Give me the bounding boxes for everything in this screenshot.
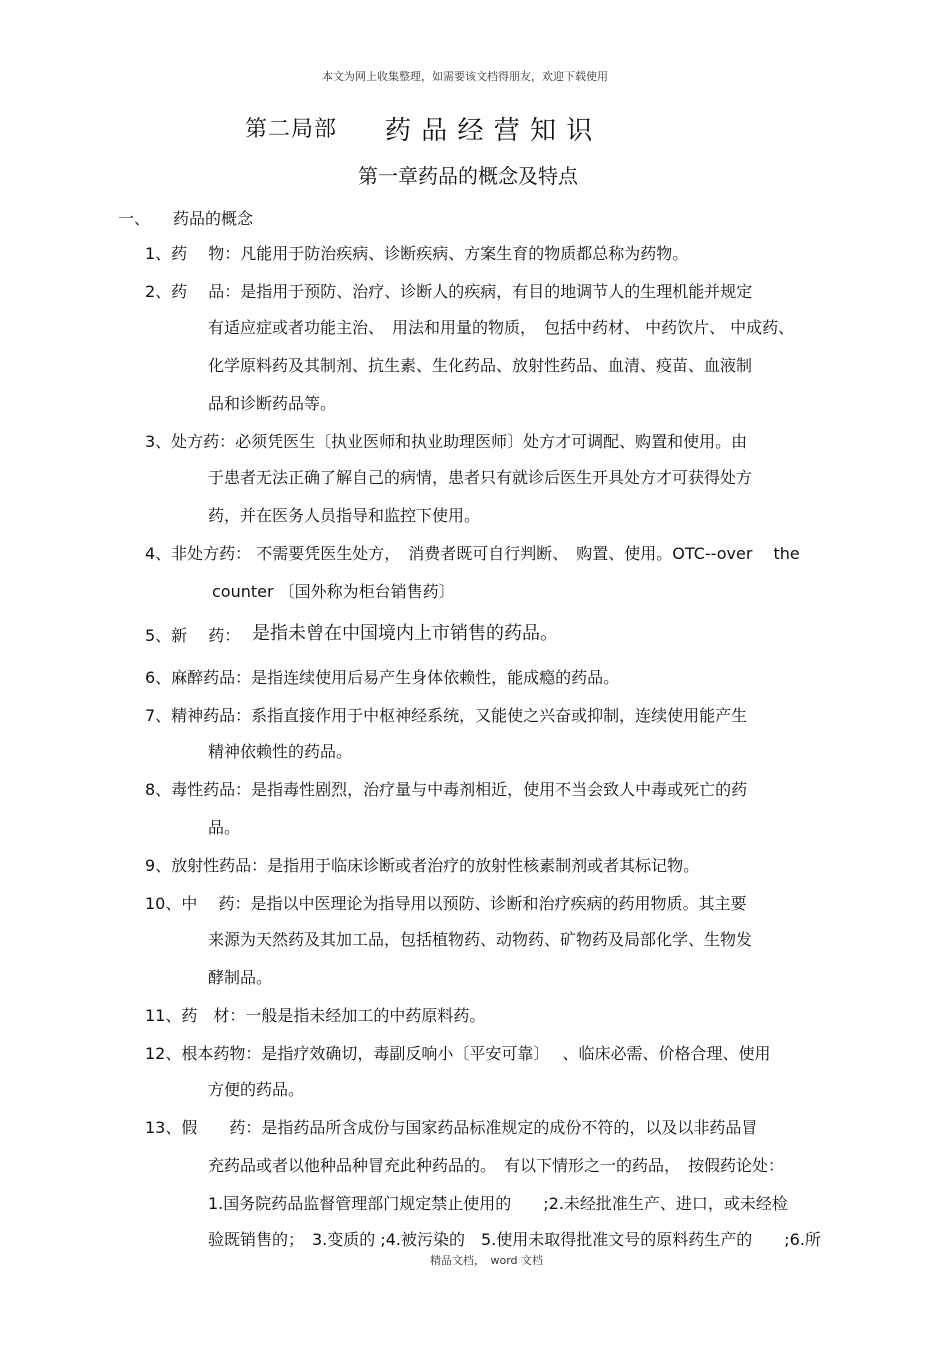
definition-line-5-text: 是指未曾在中国境内上市销售的药品。 bbox=[252, 623, 558, 644]
definition-line-4b: counter 〔国外称为柜台销售药〕 bbox=[212, 582, 455, 601]
definition-line-1: 1、药 物：凡能用于防治疾病、诊断疾病、方案生育的物质都总称为药物。 bbox=[145, 244, 689, 263]
definition-line-13d: 验既销售的； 3.变质的 ;4.被污染的 5.使用未取得批准文号的原料药生产的 ;6.所 bbox=[208, 1230, 821, 1249]
definition-line-7b: 精神依赖性的药品。 bbox=[208, 742, 353, 761]
definition-line-6: 6、麻醉药品：是指连续使用后易产生身体依赖性，能成瘾的药品。 bbox=[145, 668, 620, 687]
part-title-prefix: 第二局部 bbox=[245, 117, 338, 142]
definition-line-13a: 13、假 药：是指药品所含成份与国家药品标准规定的成份不符的，以及以非药品冒 bbox=[145, 1118, 758, 1137]
definition-line-12a: 12、根本药物：是指疗效确切，毒副反响小〔平安可靠〕 、临床必需、价格合理、使用 bbox=[145, 1044, 771, 1063]
definition-line-13c: 1.国务院药品监督管理部门规定禁止使用的 ;2.未经批准生产、进口，或未经检 bbox=[208, 1194, 788, 1213]
section-title: 药品的概念 bbox=[173, 209, 254, 228]
definition-line-10b: 来源为天然药及其加工品，包括植物药、动物药、矿物药及局部化学、生物发 bbox=[208, 930, 753, 949]
definition-line-12b: 方便的药品。 bbox=[208, 1080, 305, 1099]
definition-line-8b: 品。 bbox=[208, 818, 241, 837]
definition-line-2a: 2、药 品：是指用于预防、治疗、诊断人的疾病，有目的地调节人的生理机能并规定 bbox=[145, 282, 753, 301]
definition-line-3b: 于患者无法正确了解自己的病情，患者只有就诊后医生开具处方才可获得处方 bbox=[208, 468, 753, 487]
part-title-main: 药 品 经 营 知 识 bbox=[385, 116, 594, 146]
definition-line-9: 9、放射性药品：是指用于临床诊断或者治疗的放射性核素制剂或者其标记物。 bbox=[145, 856, 700, 875]
section-number: 一、 bbox=[118, 209, 151, 228]
definition-line-2b: 有适应症或者功能主治、 用法和用量的物质， 包括中药材、 中药饮片、 中成药、 bbox=[208, 318, 795, 337]
definition-line-13b: 充药品或者以他种品种冒充此种药品的。 有以下情形之一的药品， 按假药论处： bbox=[208, 1156, 785, 1175]
definition-line-5-prefix: 5、新 药： bbox=[145, 626, 241, 645]
definition-line-8a: 8、毒性药品：是指毒性剧烈，治疗量与中毒剂相近，使用不当会致人中毒或死亡的药 bbox=[145, 780, 748, 799]
definition-line-10c: 酵制品。 bbox=[208, 968, 273, 987]
chapter-title: 第一章药品的概念及特点 bbox=[358, 164, 578, 188]
definition-line-10a: 10、中 药：是指以中医理论为指导用以预防、诊断和治疗疾病的药用物质。其主要 bbox=[145, 894, 747, 913]
definition-line-2d: 品和诊断药品等。 bbox=[208, 394, 337, 413]
definition-line-7a: 7、精神药品：系指直接作用于中枢神经系统，又能使之兴奋或抑制，连续使用能产生 bbox=[145, 706, 748, 725]
definition-line-4a: 4、非处方药： 不需要凭医生处方， 消费者既可自行判断、 购置、使用。OTC--over the bbox=[145, 544, 800, 563]
footer-note: 精品文档， word 文档 bbox=[430, 1254, 544, 1267]
header-note: 本文为网上收集整理，如需要该文档得朋友，欢迎下载使用 bbox=[322, 70, 608, 83]
definition-line-3a: 3、处方药：必须凭医生〔执业医师和执业助理医师〕处方才可调配、购置和使用。由 bbox=[145, 432, 748, 451]
definition-line-11: 11、药 材：一般是指未经加工的中药原料药。 bbox=[145, 1006, 486, 1025]
definition-line-2c: 化学原料药及其制剂、抗生素、生化药品、放射性药品、血清、疫苗、血液制 bbox=[208, 356, 753, 375]
definition-line-3c: 药，并在医务人员指导和监控下使用。 bbox=[208, 506, 481, 525]
